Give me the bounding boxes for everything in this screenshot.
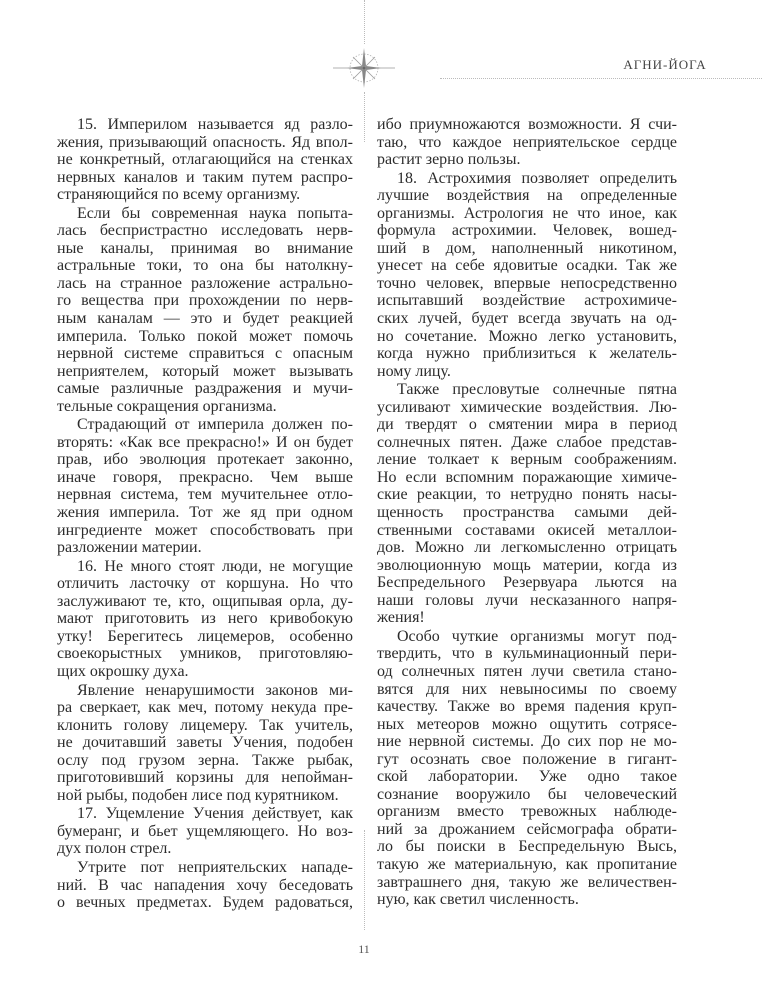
- text-line: точно человек, впервые непосредственно: [377, 274, 677, 292]
- text-line: организмы. Астрология не что иное, как: [377, 204, 677, 222]
- text-line: Но если вспомним поражающие химиче-: [377, 468, 677, 486]
- text-line: разложении материи.: [57, 539, 202, 557]
- paragraph: [57, 205, 353, 416]
- text-line: 18. Астрохимия позволяет определить: [397, 169, 677, 187]
- text-line: твердить, что в кульминационный пери-: [377, 645, 677, 663]
- text-line: растит зерно пользы.: [377, 151, 521, 169]
- text-line: о вечных предметах. Будем радоваться,: [57, 894, 353, 912]
- text-line: го вещества при прохождении по нерв-: [57, 292, 353, 310]
- paragraph: [377, 381, 677, 627]
- text-line: ди твердят о смятении мира в период: [377, 416, 677, 434]
- text-line: од солнечных пятен лучи светила стано-: [377, 662, 677, 680]
- text-line: самые различные раздражения и мучи-: [57, 380, 353, 398]
- text-line: сознание вооружило бы человеческий: [377, 785, 677, 803]
- text-line: мают приготовить из него кривобокую: [57, 610, 353, 628]
- text-line: ных метеоров можно ощутить сотрясе-: [377, 715, 677, 733]
- text-line: усиливают химические воздействия. Лю-: [377, 398, 677, 416]
- text-line: но сочетание. Можно легко установить,: [377, 327, 677, 345]
- text-line: вторять: «Как все прекрасно!» И он будет: [57, 433, 353, 451]
- text-line: дух полон стрел.: [57, 840, 172, 858]
- text-line: своекорыстных умников, приготовляю-: [57, 645, 353, 663]
- text-line: ингредиенте может способствовать при: [57, 521, 353, 539]
- text-line: 16. Не много стоят люди, не могущие: [77, 557, 353, 575]
- text-line: клонить голову лицемеру. Так учитель,: [57, 716, 353, 734]
- text-line: ному лицу.: [377, 362, 451, 380]
- paragraph: [377, 170, 677, 381]
- text-line: щенность пространства самыми дей-: [377, 504, 677, 522]
- text-line: гут осознать свое положение в гигант-: [377, 750, 677, 768]
- text-line: нервная система, тем мучительнее отло-: [57, 486, 353, 504]
- text-line: империла. Только покой может помочь: [57, 327, 353, 345]
- paragraph: [377, 628, 677, 909]
- paragraph: [377, 116, 677, 169]
- header-rule: [440, 78, 762, 79]
- text-line: жения, призывающий опасность. Яд впол-: [57, 133, 353, 151]
- text-line: 17. Ущемление Учения действует, как: [77, 805, 353, 823]
- paragraph: [57, 805, 353, 858]
- text-line: лучшие воздействия на определенные: [377, 187, 677, 205]
- text-line: ние нервной системы. До сих пор не мо-: [377, 733, 677, 751]
- text-line: ний за дрожанием сейсмографа обрати-: [377, 820, 677, 838]
- text-line: организм вместо тревожных наблюде-: [377, 803, 677, 821]
- text-line: качеству. Также во время падения круп-: [377, 698, 677, 716]
- text-line: формула астрохимии. Человек, вошед-: [377, 222, 677, 240]
- text-line: Если бы современная наука попыта-: [77, 204, 353, 222]
- text-line: нервных каналов и таким путем распро-: [57, 168, 353, 186]
- paragraph: [57, 682, 353, 805]
- text-line: страняющийся по всему организму.: [57, 186, 301, 204]
- text-line: заслуживают те, кто, ощипывая орла, ду-: [57, 592, 353, 610]
- text-line: приготовивший корзины для непойман-: [57, 769, 353, 787]
- text-line: ным каналам — это и будет реакцией: [57, 310, 353, 328]
- text-line: Также пресловутые солнечные пятна: [397, 381, 677, 399]
- text-line: завтрашнего дня, такую же величествен-: [377, 873, 677, 891]
- text-line: вятся для них невыносимы по своему: [377, 680, 677, 698]
- text-line: ские реакции, то нетрудно понять насы-: [377, 486, 677, 504]
- text-line: нервной системе справиться с опасным: [57, 345, 353, 363]
- paragraph: [57, 558, 353, 681]
- paragraph: [57, 416, 353, 556]
- text-line: ний. В час нападения хочу беседовать: [57, 876, 353, 894]
- text-line: ший в дом, наполненный никотином,: [377, 239, 677, 257]
- text-line: утку! Берегитесь лицемеров, особенно: [57, 627, 353, 645]
- text-line: неприятелем, который может вызывать: [57, 362, 353, 380]
- text-line: Страдающий от империла должен по-: [77, 416, 353, 434]
- text-line: отличить ласточку от коршуна. Но что: [57, 575, 353, 593]
- text-line: унесет на себе ядовитые осадки. Так же: [377, 257, 677, 275]
- text-line: Утрите пот неприятельских нападе-: [77, 858, 353, 876]
- text-line: ской лаборатории. Уже одно такое: [377, 768, 677, 786]
- text-column-left: [57, 116, 353, 913]
- text-line: такую же материальную, как пропитание: [377, 855, 677, 873]
- text-line: ослу под грузом зерна. Также рыбак,: [57, 751, 353, 769]
- text-line: лась беспристрастно исследовать нерв-: [57, 222, 353, 240]
- text-line: Явление ненарушимости законов ми-: [77, 681, 353, 699]
- text-line: астральные токи, то она бы натолкну-: [57, 257, 353, 275]
- text-line: ной рыбы, подобен лисе под курятником.: [57, 786, 339, 804]
- text-line: ную, как светил численность.: [377, 891, 579, 909]
- text-line: не конкретный, отлагающийся на стенках: [57, 151, 353, 169]
- text-line: ные каналы, принимая во внимание: [57, 239, 353, 257]
- text-line: Особо чуткие организмы могут под-: [397, 627, 677, 645]
- text-line: ских лучей, будет всегда звучать на од-: [377, 310, 677, 328]
- text-line: жения!: [377, 609, 425, 627]
- text-line: жения империла. Тот же яд при одном: [57, 504, 353, 522]
- column-divider-top: [364, 0, 365, 44]
- text-line: испытавший воздействие астрохимиче-: [377, 292, 677, 310]
- text-line: прав, ибо эволюция протекает законно,: [57, 451, 353, 469]
- text-line: когда нужно приблизиться к желатель-: [377, 345, 677, 363]
- column-divider-bottom: [364, 830, 365, 930]
- text-line: наши головы лучи несказанного напря-: [377, 591, 677, 609]
- paragraph: [57, 116, 353, 204]
- text-line: ра сверкает, как меч, потому некуда пре-: [57, 699, 353, 717]
- page-number: 11: [358, 942, 370, 956]
- text-line: ственными составами окисей металлои-: [377, 521, 677, 539]
- text-line: солнечных пятен. Даже слабое представ-: [377, 433, 677, 451]
- compass-rose-icon: [333, 40, 395, 96]
- text-line: 15. Империлом называется яд разло-: [77, 116, 353, 133]
- text-line: щих окрошку духа.: [57, 662, 189, 680]
- text-line: ибо приумножаются возможности. Я счи-: [377, 116, 677, 133]
- text-column-right: [377, 116, 677, 910]
- text-line: Беспредельного Резервуара льются на: [377, 574, 677, 592]
- text-line: эволюционную мощь материи, когда из: [377, 556, 677, 574]
- running-head: АГНИ-ЙОГА: [623, 57, 707, 72]
- text-line: тельные сокращения организма.: [57, 397, 277, 415]
- paragraph: [57, 859, 353, 912]
- text-line: таю, что каждое неприятельское сердце: [377, 133, 677, 151]
- text-line: не дочитавший заветы Учения, подобен: [57, 734, 353, 752]
- text-line: бумеранг, и бьет ущемляющего. Но воз-: [57, 822, 353, 840]
- text-line: иначе говоря, прекрасно. Чем выше: [57, 468, 353, 486]
- column-divider-upper: [364, 92, 365, 142]
- text-line: ло бы поиски в Беспредельную Высь,: [377, 838, 677, 856]
- text-line: лась на странное разложение астрально-: [57, 274, 353, 292]
- text-line: ление толкает к верным соображениям.: [377, 451, 677, 469]
- text-line: дов. Можно ли легкомысленно отрицать: [377, 539, 677, 557]
